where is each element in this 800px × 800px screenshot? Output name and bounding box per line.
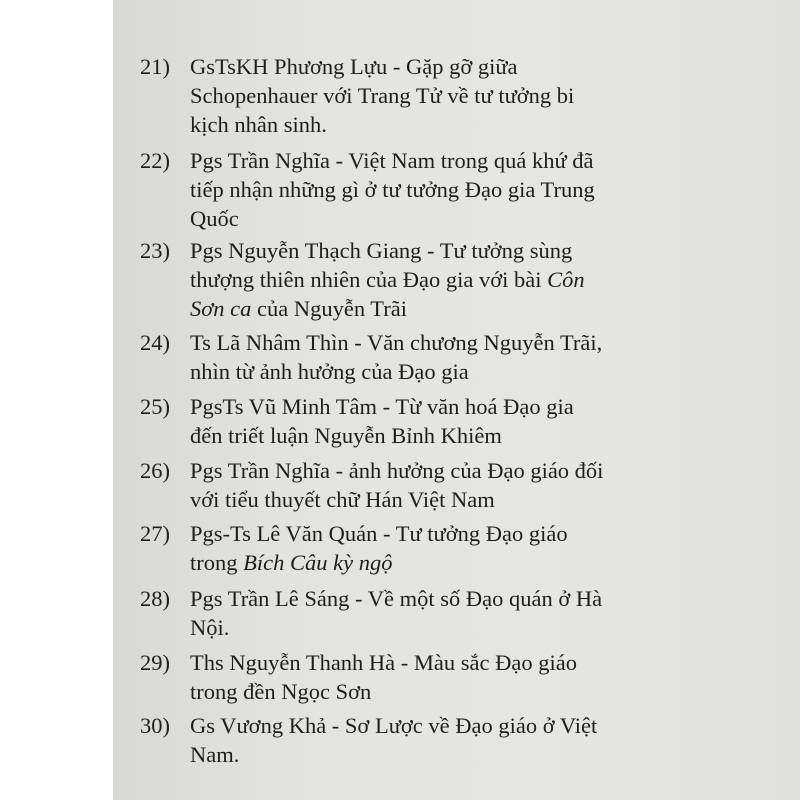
text-run: Quốc — [190, 206, 239, 231]
text-run: Pgs Trần Lê Sáng - Về một số Đạo quán ở Hà — [190, 586, 603, 611]
entry-text — [190, 392, 660, 450]
text-run: với tiểu thuyết chữ Hán Việt Nam — [190, 487, 495, 512]
entry-line — [190, 294, 660, 323]
entry-line — [190, 204, 660, 233]
text-run: Pgs Trần Nghĩa - ảnh hưởng của Đạo giáo đối — [190, 458, 604, 483]
entry-text — [190, 146, 660, 233]
entry-number: 23) — [140, 238, 170, 263]
entry-number: 27) — [140, 521, 170, 546]
entry-line — [190, 584, 660, 613]
entry-line — [190, 357, 660, 386]
text-run: Gs Vương Khả - Sơ Lược về Đạo giáo ở Việt — [190, 713, 598, 738]
text-run: PgsTs Vũ Minh Tâm - Từ văn hoá Đạo gia — [190, 394, 574, 419]
text-run: của Nguyễn Trãi — [251, 296, 407, 321]
entry-number: 28) — [140, 586, 170, 611]
entry-number: 21) — [140, 54, 170, 79]
text-run: Pgs Nguyễn Thạch Giang - Tư tưởng sùng — [190, 238, 573, 263]
text-run: thượng thiên nhiên của Đạo gia với bài — [190, 267, 548, 292]
entry-text — [190, 519, 660, 577]
text-run: Pgs Trần Nghĩa - Việt Nam trong quá khứ đã — [190, 148, 594, 173]
entry-line — [190, 175, 660, 204]
entry-line — [190, 81, 660, 110]
entry-number: 30) — [140, 713, 170, 738]
entry-number: 25) — [140, 394, 170, 419]
text-run: Ths Nguyễn Thanh Hà - Màu sắc Đạo giáo — [190, 650, 577, 675]
entry-line — [190, 613, 660, 642]
entry-text — [190, 456, 660, 514]
entry-number: 29) — [140, 650, 170, 675]
text-run: Nam. — [190, 742, 240, 767]
entry-number: 24) — [140, 330, 170, 355]
entry-text — [190, 52, 660, 139]
text-run: kịch nhân sinh. — [190, 112, 327, 137]
entry-number: 26) — [140, 458, 170, 483]
entry-line — [190, 677, 660, 706]
entry-line — [190, 146, 660, 175]
entry-line — [190, 110, 660, 139]
text-run: đến triết luận Nguyễn Bỉnh Khiêm — [190, 423, 502, 448]
text-run: Ts Lã Nhâm Thìn - Văn chương Nguyễn Trãi, — [190, 330, 603, 355]
book-page — [113, 0, 800, 800]
text-run: tiếp nhận những gì ở tư tưởng Đạo gia Trung — [190, 177, 595, 202]
entry-text — [190, 584, 660, 642]
text-run: trong — [190, 550, 244, 575]
entry-text — [190, 236, 660, 323]
entry-line — [190, 519, 660, 548]
entry-line — [190, 421, 660, 450]
entry-line — [190, 328, 660, 357]
entry-line — [190, 711, 660, 740]
entry-line — [190, 236, 660, 265]
entry-line — [190, 456, 660, 485]
entry-text — [190, 328, 660, 386]
text-run-italic: Sơn ca — [190, 296, 252, 321]
entry-line — [190, 392, 660, 421]
entry-line — [190, 485, 660, 514]
entry-line — [190, 52, 660, 81]
entry-line — [190, 548, 660, 577]
entry-text — [190, 648, 660, 706]
entry-text — [190, 711, 660, 769]
text-run: GsTsKH Phương Lựu - Gặp gỡ giữa — [190, 54, 518, 79]
text-run: trong đền Ngọc Sơn — [190, 679, 372, 704]
text-run: Schopenhauer với Trang Tử về tư tưởng bi — [190, 83, 575, 108]
entry-line — [190, 648, 660, 677]
text-run-italic: Bích Câu kỳ ngộ — [243, 550, 393, 575]
entry-line — [190, 740, 660, 769]
entry-line — [190, 265, 660, 294]
text-run-italic: Côn — [547, 267, 585, 292]
text-run: nhìn từ ảnh hưởng của Đạo gia — [190, 359, 469, 384]
entry-number: 22) — [140, 148, 170, 173]
text-run: Pgs-Ts Lê Văn Quán - Tư tưởng Đạo giáo — [190, 521, 568, 546]
text-run: Nội. — [190, 615, 230, 640]
